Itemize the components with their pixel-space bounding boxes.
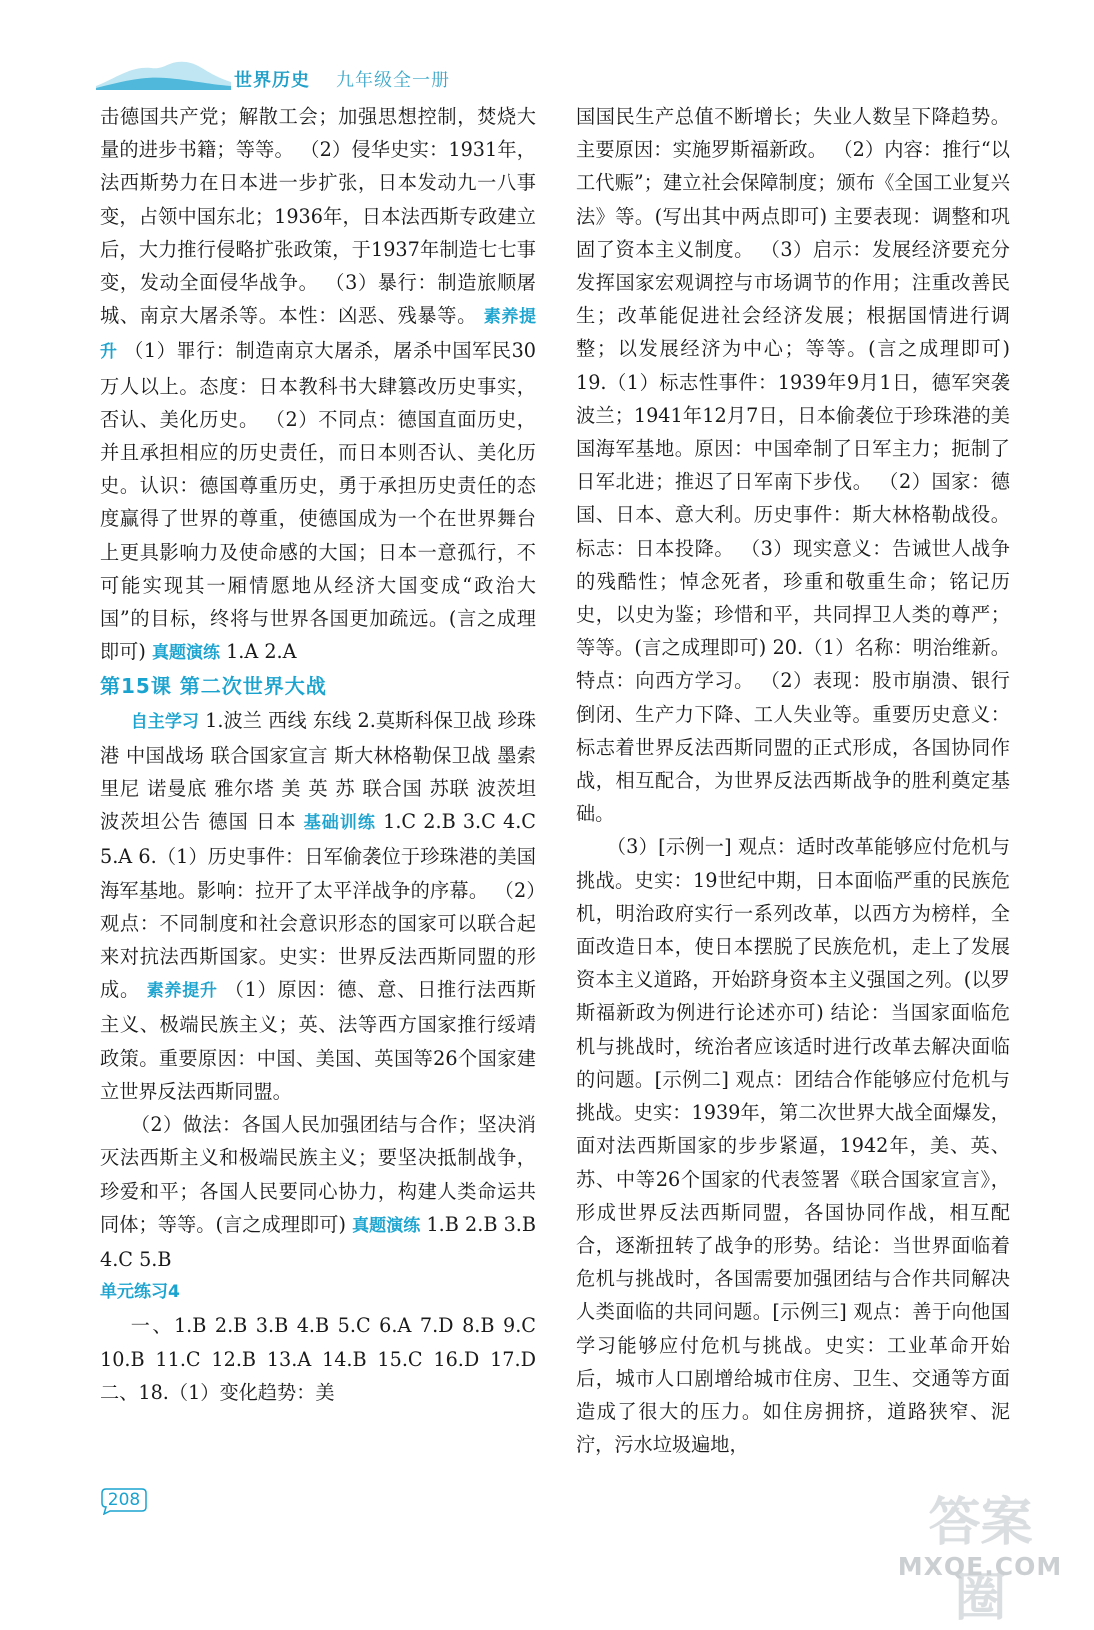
section-tag-suyang: 素养提升 xyxy=(100,307,536,363)
book-subtitle: 九年级全一册 xyxy=(336,70,450,91)
answer-text: （1）罪行：制造南京大屠杀，屠杀中国军民30万人以上。态度：日本教科书大肆篡改历史事实，否认、美化历史。 （2）不同点：德国直面历史，并且承担相应的历史责任，而日本则否认、美化历史。认识：德国尊重历史，勇于承担历史责任的态度赢得了世界的尊重，使德国成为一个在世界舞台上更具影响力及使命感的大国；日本一意孤行，不可能实现其一厢情愿地从经济大国变成“政治大国”的目标，终将与世界各国更加疏远。(言之成理即可) xyxy=(100,339,537,664)
answer-text: 击德国共产党；解散工会；加强思想控制，焚烧大量的进步书籍；等等。 （2）侵华史实：1931年，法西斯势力在日本进一步扩张，日本发动九一八事变，占领中国东北；1936年，日本法西斯专政建立后，大力推行侵略扩张政策，于1937年制造七七事变，发动全面侵华战争。 （3）暴行：制造旅顺屠城、南京大屠杀等。本性：凶恶、残暴等。 xyxy=(100,105,536,328)
page-number-badge xyxy=(100,1485,148,1515)
watermark-url: MXQE.COM xyxy=(897,1552,1063,1581)
left-paragraph-1 xyxy=(100,100,536,670)
left-paragraph-4: 一、1.B 2.B 3.B 4.B 5.C 6.A 7.D 8.B 9.C 10.B 11.C 12.B 13.A 14.B 15.C 16.D 17.D 二、18.（1）变化趋势：美 xyxy=(100,1314,536,1404)
section-tag-jichu: 基础训练 xyxy=(303,813,376,834)
answer-text: 1.C 2.B 3.C 4.C 5.A 6.（1）历史事件：日军偷袭位于珍珠港的美国海军基地。影响：拉开了太平洋战争的序幕。 （2）观点：不同制度和社会意识形态的国家可以联合起来对抗法西斯国家。史实：世界反法西斯同盟的形成。 xyxy=(100,810,536,1002)
watermark xyxy=(895,1470,1065,1628)
right-column xyxy=(576,100,1010,1461)
answer-text: （2）做法：各国人民加强团结与合作；坚决消灭法西斯主义和极端民族主义；要坚决抵制战争，珍爱和平；各国人民要同心协力，构建人类命运共同体；等等。(言之成理即可) xyxy=(100,1113,536,1236)
section-tag-suyang-2: 素养提升 xyxy=(146,981,218,1002)
left-paragraph-3 xyxy=(100,1108,536,1276)
right-paragraph-2: （3）[示例一] 观点：适时改革能够应付危机与挑战。史实：19世纪中期，日本面临严重的民族危机，明治政府实行一系列改革，以西方为榜样，全面改造日本，使日本摆脱了民族危机，走上了发展资本主义道路，开始跻身资本主义强国之列。(以罗斯福新政为例进行论述亦可) 结论：当国家面临危机与挑战时，统治者应该适时进行改革去解决面临的问题。[示例二] 观点：团结合作能够应付危机与挑战。史实：1939年，第二次世界大战全面爆发，面对法西斯国家的步步紧逼，1942年，美、英、苏、中等26个国家的代表签署《联合国家宣言》，形成世界反法西斯同盟，各国协同作战，相互配合，逐渐扭转了战争的形势。结论：当世界面临着危机与挑战时，各国需要加强团结与合作共同解决人类面临的共同问题。[示例三] 观点：善于向他国学习能够应付危机与挑战。史实：工业革命开始后，城市人口剧增给城市住房、卫生、交通等方面造成了很大的压力。如住房拥挤，道路狭窄、泥泞，污水垃圾遍地， xyxy=(576,835,1010,1457)
lesson-title: 第15课 第二次世界大战 xyxy=(100,674,327,699)
page-number: 208 xyxy=(107,1490,141,1510)
mountain-wave-icon xyxy=(96,56,231,90)
book-title: 世界历史 xyxy=(234,70,310,91)
answer-text: （1）原因：德、意、日推行法西斯主义、极端民族主义；英、法等西方国家推行绥靖政策。重要原因：中国、美国、英国等26个国家建立世界反法西斯同盟。 xyxy=(100,978,536,1103)
left-paragraph-2 xyxy=(100,704,536,1108)
right-paragraph-1: 国国民生产总值不断增长；失业人数呈下降趋势。主要原因：实施罗斯福新政。 （2）内容：推行“以工代赈”；建立社会保障制度；颁布《全国工业复兴法》等。(写出其中两点即可) 主要表现：调整和巩固了资本主义制度。 （3）启示：发展经济要充分发挥国家宏观调控与市场调节的作用；注重改善民生；改革能促进社会经济发展；根据国情进行调整；以发展经济为中心；等等。(言之成理即可) 19.（1）标志性事件：1939年9月1日，德军突袭波兰；1941年12月7日，日本偷袭位于珍珠港的美国海军基地。原因：中国牵制了日军主力；扼制了日军北进；推迟了日军南下步伐。 （2）国家：德国、日本、意大利。历史事件：斯大林格勒战役。标志：日本投降。 （3）现实意义：告诫世人战争的残酷性；悼念死者，珍重和敬重生命；铭记历史，以史为鉴；珍惜和平，共同捍卫人类的尊严；等等。(言之成理即可) 20.（1）名称：明治维新。特点：向西方学习。 （2）表现：股市崩溃、银行倒闭、生产力下降、工人失业等。重要历史意义：标志着世界反法西斯同盟的正式形成，各国协同作战，相互配合，为世界反法西斯战争的胜利奠定基础。 xyxy=(576,105,1010,826)
watermark-logo: 答案圈 xyxy=(928,1493,1033,1628)
section-tag-zhenti-2: 真题演练 xyxy=(352,1215,421,1236)
answer-text: 1.B 2.B 3.B 4.C 5.B xyxy=(100,1212,536,1271)
left-column xyxy=(100,100,536,1409)
section-tag-zhenti: 真题演练 xyxy=(151,643,220,664)
unit-title: 单元练习4 xyxy=(100,1282,180,1303)
section-tag-zizhu: 自主学习 xyxy=(130,711,199,732)
answer-text: 1.波兰 西线 东线 2.莫斯科保卫战 珍珠港 中国战场 联合国家宣言 斯大林格勒保卫战 墨索里尼 诺曼底 雅尔塔 美 英 苏 联合国 苏联 波茨坦 波茨坦公告 德国 日本 xyxy=(100,708,537,834)
answer-text: 1.A 2.A xyxy=(219,640,297,664)
page-header xyxy=(96,56,496,96)
